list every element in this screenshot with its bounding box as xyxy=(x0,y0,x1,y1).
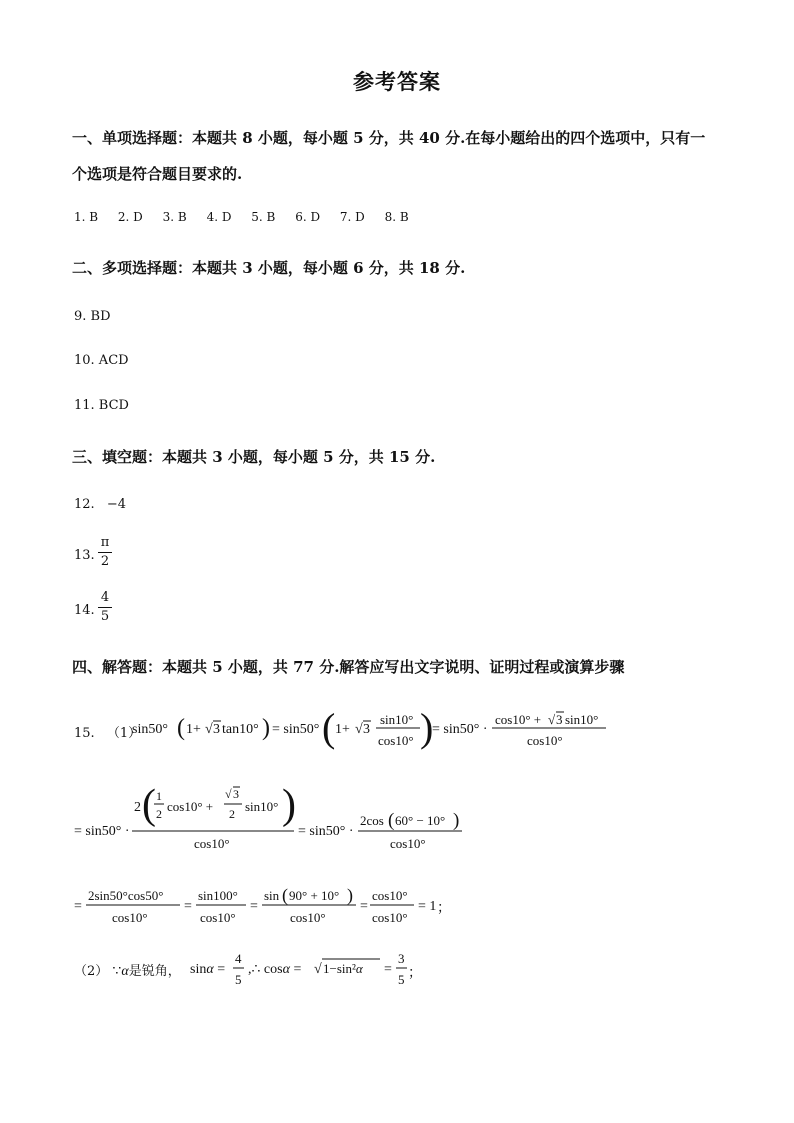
svg-text:= sin50°: = sin50° xyxy=(272,722,320,737)
svg-text:tan10°: tan10° xyxy=(222,722,259,737)
section-3-heading: 三、填空题：本题共 3 小题，每小题 5 分，共 15 分. xyxy=(72,448,436,466)
semicolon-part-2: ； xyxy=(408,966,422,981)
svg-text:2: 2 xyxy=(134,800,141,815)
answer-13-number: 13. xyxy=(74,548,95,563)
svg-text:cos10°: cos10° xyxy=(290,910,326,925)
answer-12 xyxy=(74,497,126,512)
equation-line-3 xyxy=(72,878,452,930)
svg-text:(: ( xyxy=(142,782,156,828)
svg-text:sin100°: sin100° xyxy=(198,888,238,903)
answer-8: 8. B xyxy=(384,210,409,224)
svg-text:sin10°: sin10° xyxy=(245,799,279,814)
answer-13-denominator: 2 xyxy=(98,552,112,569)
svg-text:=: = xyxy=(250,899,258,914)
svg-text:cos10°: cos10° xyxy=(378,733,414,748)
svg-text:cos10°: cos10° xyxy=(372,888,408,903)
svg-text:3: 3 xyxy=(213,722,220,737)
svg-text:cos10°: cos10° xyxy=(112,910,148,925)
svg-text:sin10°: sin10° xyxy=(565,712,599,727)
svg-text:√: √ xyxy=(205,722,213,737)
svg-text:60° − 10°: 60° − 10° xyxy=(395,813,446,828)
svg-text:): ) xyxy=(347,885,353,905)
semicolon-line-3: ； xyxy=(437,901,451,916)
section-1-heading-line1: 一、单项选择题：本题共 8 小题，每小题 5 分，共 40 分.在每小题给出的四个选项中，只有一 xyxy=(72,129,706,147)
svg-text:3: 3 xyxy=(556,712,563,727)
answer-14-number: 14. xyxy=(74,603,95,618)
svg-text:cos10°: cos10° xyxy=(372,910,408,925)
svg-text:=: = xyxy=(184,899,192,914)
svg-text:sin: sin xyxy=(264,888,280,903)
svg-text:= 1: = 1 xyxy=(418,899,437,914)
section-2-heading: 二、多项选择题：本题共 3 小题，每小题 6 分，共 18 分. xyxy=(72,259,466,277)
part-1-label: （1） xyxy=(106,726,142,741)
section-1-heading-line2: 个选项是符合题目要求的. xyxy=(72,165,243,183)
answer-5: 5. B xyxy=(251,210,276,224)
svg-text:cos10°: cos10° xyxy=(527,733,563,748)
equation-part-2 xyxy=(188,944,418,992)
svg-text:5: 5 xyxy=(235,972,242,987)
svg-text:2cos: 2cos xyxy=(360,813,384,828)
svg-text:(: ( xyxy=(282,885,288,905)
svg-text:,∴ cosα =: ,∴ cosα = xyxy=(248,962,302,977)
answer-14-fraction xyxy=(98,591,112,624)
answer-4: 4. D xyxy=(206,210,232,224)
svg-text:(: ( xyxy=(322,705,336,750)
svg-text:√: √ xyxy=(355,722,363,737)
svg-text:= sin50° ·: = sin50° · xyxy=(298,824,354,839)
svg-text:): ) xyxy=(262,715,270,741)
svg-text:2sin50°cos50°: 2sin50°cos50° xyxy=(88,888,164,903)
svg-text:2: 2 xyxy=(229,807,235,821)
svg-text:√: √ xyxy=(548,712,556,727)
because-alpha: ∵α xyxy=(112,964,129,979)
answer-10: 10. ACD xyxy=(74,353,129,368)
svg-text:3: 3 xyxy=(233,787,239,801)
equation-line-2 xyxy=(72,778,472,858)
svg-text:(: ( xyxy=(177,715,185,741)
svg-text:cos10°: cos10° xyxy=(390,836,426,851)
svg-text:5: 5 xyxy=(398,972,405,987)
answer-9: 9. BD xyxy=(74,309,111,324)
svg-text:√: √ xyxy=(314,962,322,977)
svg-text:sin10°: sin10° xyxy=(380,712,414,727)
page-title: 参考答案 xyxy=(353,69,441,94)
svg-text:sin50°: sin50° xyxy=(132,722,168,737)
svg-text:1+: 1+ xyxy=(186,722,201,737)
svg-text:cos10° +: cos10° + xyxy=(167,799,214,814)
svg-text:): ) xyxy=(282,782,296,828)
section-4-heading: 四、解答题：本题共 5 小题，共 77 分.解答应写出文字说明、证明过程或演算步骤 xyxy=(72,658,625,676)
svg-text:cos10°: cos10° xyxy=(200,910,236,925)
answer-11: 11. BCD xyxy=(74,398,129,413)
equation-line-1 xyxy=(130,703,610,755)
answer-13-numerator: π xyxy=(100,535,110,550)
svg-text:=: = xyxy=(360,899,368,914)
svg-text:1−sin²α: 1−sin²α xyxy=(323,961,363,976)
svg-text:(: ( xyxy=(388,810,395,831)
svg-text:): ) xyxy=(453,810,460,831)
answer-13-fraction xyxy=(98,536,112,569)
svg-text:1: 1 xyxy=(156,789,162,803)
svg-text:= sin50° ·: = sin50° · xyxy=(74,824,130,839)
svg-text:4: 4 xyxy=(235,951,242,966)
section-1-answers xyxy=(74,210,409,224)
question-15-number: 15. xyxy=(74,726,95,741)
svg-text:2: 2 xyxy=(156,807,162,821)
answer-12-value: −4 xyxy=(106,497,126,512)
svg-text:): ) xyxy=(420,705,434,750)
svg-text:=: = xyxy=(384,962,392,977)
svg-text:sinα =: sinα = xyxy=(190,962,226,977)
answer-2: 2. D xyxy=(117,210,143,224)
svg-text:cos10° +: cos10° + xyxy=(495,712,542,727)
answer-12-number: 12. xyxy=(74,497,95,512)
svg-text:3: 3 xyxy=(398,951,405,966)
answer-3: 3. B xyxy=(162,210,187,224)
answer-7: 7. D xyxy=(339,210,365,224)
svg-text:3: 3 xyxy=(363,722,370,737)
svg-text:cos10°: cos10° xyxy=(194,836,230,851)
svg-text:=: = xyxy=(74,899,82,914)
svg-text:√: √ xyxy=(225,787,232,801)
answer-14-denominator: 5 xyxy=(98,607,112,624)
part-2-text xyxy=(74,960,181,980)
answer-14-numerator: 4 xyxy=(100,590,110,605)
part-2-description: 是锐角， xyxy=(128,964,181,979)
svg-text:1+: 1+ xyxy=(335,722,350,737)
part-2-label: （2） xyxy=(74,964,109,979)
answer-6: 6. D xyxy=(295,210,321,224)
svg-text:= sin50° ·: = sin50° · xyxy=(432,722,488,737)
answer-1: 1. B xyxy=(74,210,99,224)
svg-text:90° + 10°: 90° + 10° xyxy=(289,888,340,903)
